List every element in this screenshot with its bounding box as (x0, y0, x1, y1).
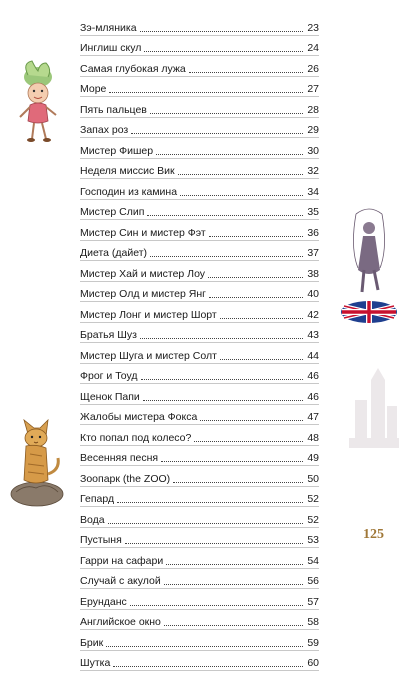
toc-entry-page: 44 (305, 350, 319, 366)
toc-dot-leader (109, 91, 303, 93)
toc-entry-page: 35 (305, 206, 319, 222)
toc-entry (80, 58, 319, 79)
toc-entry-title: Вода (80, 514, 105, 530)
toc-entry-page: 30 (305, 145, 319, 161)
toc-dot-leader (161, 460, 303, 462)
toc-dot-leader (108, 522, 303, 524)
toc-dot-leader (130, 604, 303, 606)
page-number: 125 (363, 527, 384, 543)
toc-entry-page: 58 (305, 616, 319, 632)
table-of-contents (80, 17, 319, 673)
toc-entry-page: 24 (305, 42, 319, 58)
toc-entry (80, 591, 319, 612)
toc-entry (80, 120, 319, 141)
toc-entry-page: 29 (305, 124, 319, 140)
toc-entry (80, 304, 319, 325)
toc-entry (80, 653, 319, 673)
toc-entry-title: Мистер Син и мистер Фэт (80, 227, 206, 243)
toc-entry-page: 27 (305, 83, 319, 99)
toc-dot-leader (131, 132, 303, 134)
toc-entry (80, 99, 319, 120)
toc-entry-page: 46 (305, 370, 319, 386)
toc-entry-page: 32 (305, 165, 319, 181)
toc-entry (80, 202, 319, 223)
toc-dot-leader (140, 337, 303, 339)
toc-dot-leader (164, 583, 303, 585)
toc-entry-title: Неделя миссис Вик (80, 165, 175, 181)
toc-entry (80, 243, 319, 264)
toc-entry-title: Господин из камина (80, 186, 177, 202)
toc-entry-title: Зоопарк (the ZOO) (80, 473, 170, 489)
toc-entry-page: 37 (305, 247, 319, 263)
toc-entry-page: 47 (305, 411, 319, 427)
toc-entry-title: Жалобы мистера Фокса (80, 411, 197, 427)
toc-entry-title: Гепард (80, 493, 114, 509)
toc-entry-title: Запах роз (80, 124, 128, 140)
toc-entry (80, 161, 319, 182)
toc-entry (80, 181, 319, 202)
toc-dot-leader (209, 296, 303, 298)
toc-entry (80, 407, 319, 428)
toc-entry (80, 345, 319, 366)
toc-entry (80, 38, 319, 59)
toc-entry-title: Ерунданс (80, 596, 127, 612)
toc-entry (80, 386, 319, 407)
toc-entry-title: Братья Шуз (80, 329, 137, 345)
toc-entry-page: 26 (305, 63, 319, 79)
toc-entry-page: 50 (305, 473, 319, 489)
toc-entry-title: Инглиш скул (80, 42, 141, 58)
toc-entry (80, 612, 319, 633)
toc-entry-title: Мистер Лонг и мистер Шорт (80, 309, 217, 325)
toc-entry-page: 38 (305, 268, 319, 284)
toc-entry (80, 263, 319, 284)
toc-entry (80, 325, 319, 346)
toc-entry-title: Мистер Хай и мистер Лоу (80, 268, 205, 284)
toc-dot-leader (180, 194, 303, 196)
toc-entry-page: 49 (305, 452, 319, 468)
toc-entry-title: Кто попал под колесо? (80, 432, 191, 448)
toc-entry (80, 17, 319, 38)
toc-entry-page: 40 (305, 288, 319, 304)
toc-dot-leader (220, 358, 303, 360)
toc-entry-title: Гарри на сафари (80, 555, 163, 571)
toc-entry-title: Фрог и Тоуд (80, 370, 138, 386)
toc-entry-title: Мистер Фишер (80, 145, 153, 161)
toc-entry (80, 571, 319, 592)
toc-entry-title: Диета (дайет) (80, 247, 147, 263)
toc-dot-leader (106, 645, 303, 647)
toc-entry-page: 46 (305, 391, 319, 407)
toc-entry-title: Английское окно (80, 616, 161, 632)
toc-dot-leader (113, 665, 303, 667)
toc-dot-leader (140, 30, 303, 32)
toc-dot-leader (125, 542, 303, 544)
faded-castle-icon (345, 360, 400, 450)
toc-entry (80, 366, 319, 387)
toc-entry (80, 468, 319, 489)
toc-entry-page: 52 (305, 514, 319, 530)
toc-entry-page: 60 (305, 657, 319, 673)
toc-dot-leader (144, 50, 303, 52)
toc-dot-leader (209, 235, 303, 237)
toc-dot-leader (143, 399, 303, 401)
toc-entry-page: 43 (305, 329, 319, 345)
toc-entry-title: Брик (80, 637, 103, 653)
toc-entry (80, 222, 319, 243)
toc-dot-leader (200, 419, 303, 421)
toc-entry (80, 489, 319, 510)
toc-entry (80, 550, 319, 571)
toc-entry (80, 448, 319, 469)
toc-entry (80, 140, 319, 161)
toc-entry-title: Случай с акулой (80, 575, 161, 591)
toc-entry-title: Зэ-мляника (80, 22, 137, 38)
toc-dot-leader (178, 173, 303, 175)
toc-entry (80, 509, 319, 530)
toc-entry-page: 53 (305, 534, 319, 550)
toc-entry-page: 28 (305, 104, 319, 120)
toc-entry-page: 59 (305, 637, 319, 653)
toc-dot-leader (189, 71, 303, 73)
toc-dot-leader (166, 563, 303, 565)
toc-dot-leader (150, 112, 303, 114)
toc-entry (80, 427, 319, 448)
toc-entry (80, 79, 319, 100)
toc-dot-leader (141, 378, 303, 380)
toc-entry-title: Море (80, 83, 106, 99)
toc-entry-title: Самая глубокая лужа (80, 63, 186, 79)
toc-entry-title: Весенняя песня (80, 452, 158, 468)
cat-on-rock-icon (6, 414, 68, 508)
toc-dot-leader (208, 276, 303, 278)
toc-dot-leader (156, 153, 303, 155)
toc-dot-leader (194, 440, 303, 442)
toc-dot-leader (150, 255, 303, 257)
skipping-rope-girl-icon (336, 208, 402, 334)
toc-entry-page: 23 (305, 22, 319, 38)
toc-entry (80, 632, 319, 653)
toc-entry-page: 54 (305, 555, 319, 571)
toc-entry (80, 284, 319, 305)
toc-entry-page: 36 (305, 227, 319, 243)
toc-entry-title: Мистер Слип (80, 206, 144, 222)
toc-dot-leader (220, 317, 303, 319)
toc-entry-title: Пустыня (80, 534, 122, 550)
toc-entry-page: 52 (305, 493, 319, 509)
toc-dot-leader (164, 624, 303, 626)
toc-entry-title: Мистер Олд и мистер Янг (80, 288, 206, 304)
toc-entry-title: Пять пальцев (80, 104, 147, 120)
toc-entry-title: Шутка (80, 657, 110, 673)
toc-dot-leader (173, 481, 303, 483)
toc-entry-page: 34 (305, 186, 319, 202)
toc-entry-title: Мистер Шуга и мистер Солт (80, 350, 217, 366)
toc-dot-leader (117, 501, 303, 503)
toc-entry-page: 57 (305, 596, 319, 612)
toc-dot-leader (147, 214, 303, 216)
toc-entry-page: 56 (305, 575, 319, 591)
toc-entry (80, 530, 319, 551)
toc-entry-title: Щенок Папи (80, 391, 140, 407)
toc-entry-page: 48 (305, 432, 319, 448)
radish-character-icon (12, 55, 64, 145)
toc-entry-page: 42 (305, 309, 319, 325)
